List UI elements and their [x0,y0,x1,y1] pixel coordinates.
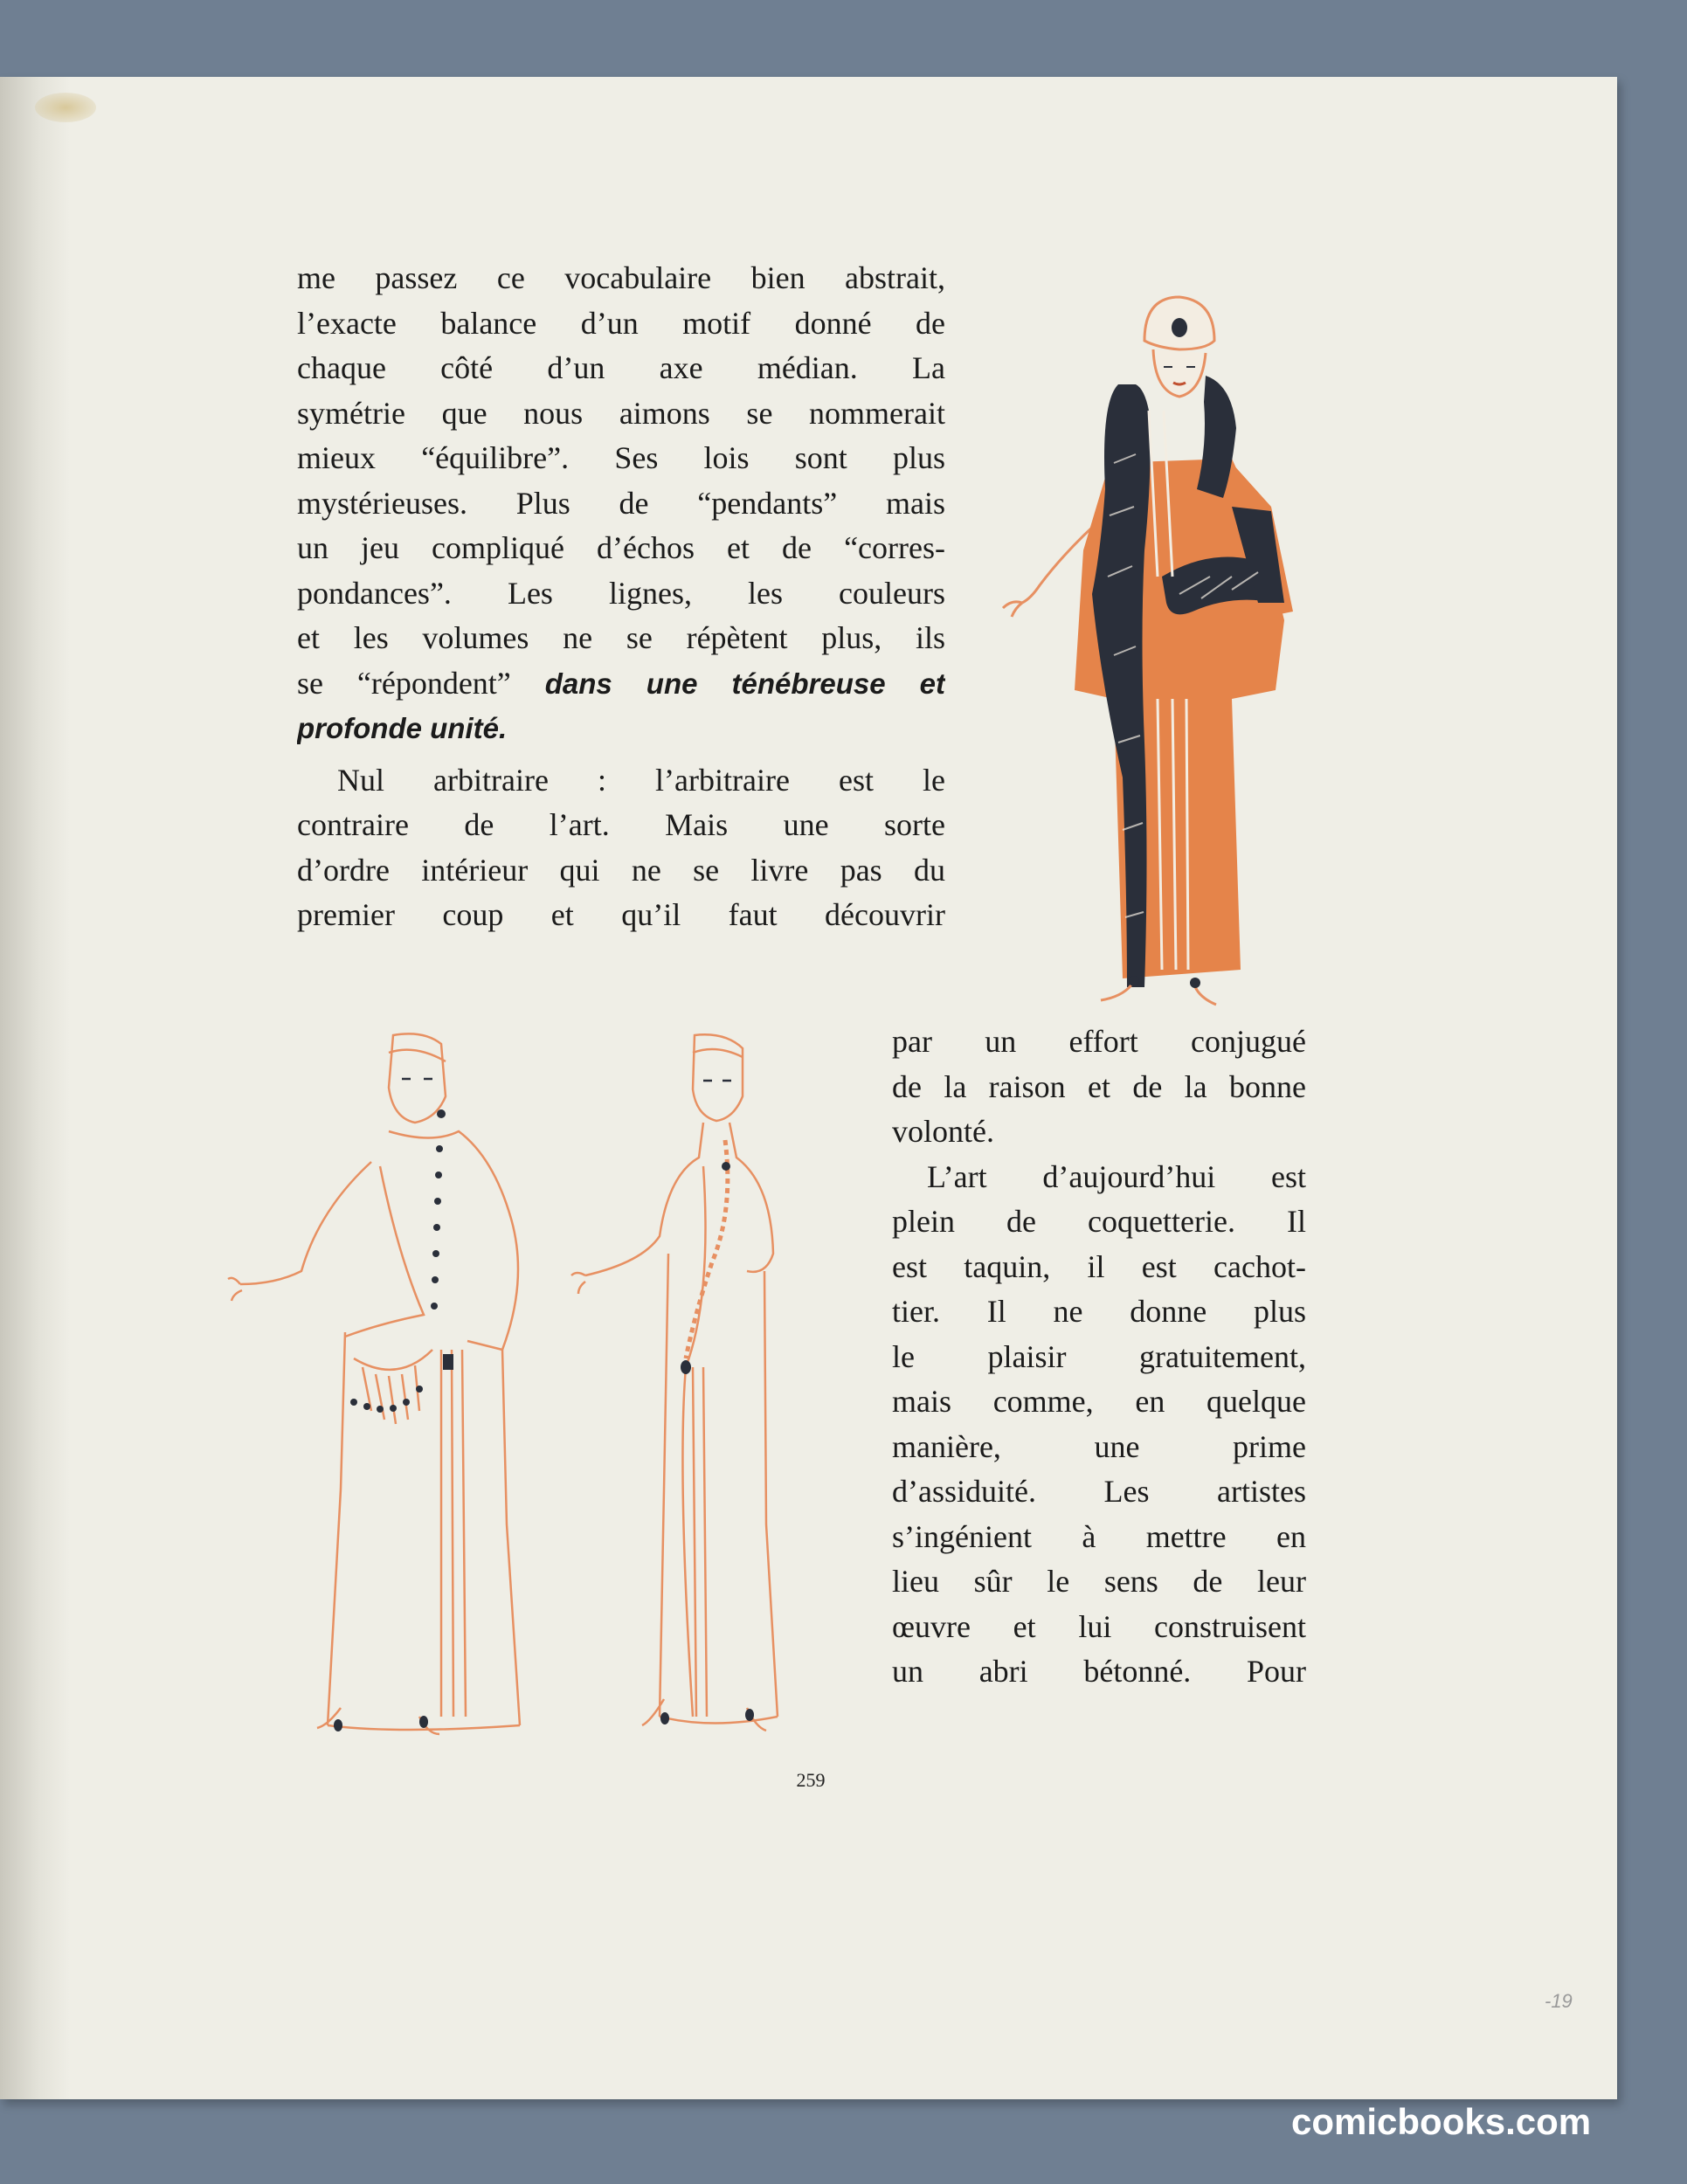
text-line-mixed [297,661,945,707]
text-line: de la raison et de la bonne [892,1068,1306,1104]
text-line: pondances”. Les lignes, les couleurs [297,575,945,611]
text-line: chaque côté d’un axe médian. La [297,350,945,385]
text-column-right [892,1019,1306,1695]
text-line: œuvre et lui construisent [892,1608,1306,1644]
text-line-italic [297,706,945,751]
text-line: s’ingénient à mettre en [892,1518,1306,1554]
text-line: et les volumes ne se répètent plus, ils [297,620,945,655]
text-line: mystérieuses. Plus de “pendants” mais [297,485,945,521]
pencil-mark: -19 [1545,1990,1573,2012]
text-line: tier. Il ne donne plus [892,1294,1306,1329]
text-line: est taquin, il est cachot- [892,1248,1306,1284]
text-line: l’exacte balance d’un motif donné de [297,305,945,341]
text-line: mais comme, en quelque [892,1384,1306,1419]
text-line: le plaisir gratuitement, [892,1338,1306,1374]
text-line: mieux “équilibre”. Ses lois sont plus [297,440,945,475]
text-line: contraire de l’art. Mais une sorte [297,807,945,842]
text-line: symétrie que nous aimons se nommerait [297,395,945,431]
text-line: d’assiduité. Les artistes [892,1474,1306,1509]
text-column-left [297,256,945,938]
text-italic: dans une ténébreuse et [544,667,945,700]
text-line: manière, une prime [892,1428,1306,1464]
text-line: me passez ce vocabulaire bien abstrait, [297,260,945,295]
text-line: lieu sûr le sens de leur [892,1564,1306,1599]
text-line: premier coup et qu’il faut découvrir [297,897,945,932]
page-gutter [0,77,70,2099]
text-regular: se “répondent” [297,665,511,701]
page-number: 259 [796,1769,826,1791]
text-line: par un effort conjugué [892,1024,1306,1059]
text-line: volonté. [892,1114,994,1149]
fashion-illustration-rope-dress [537,1035,869,1734]
text-line: plein de coquetterie. Il [892,1204,1306,1239]
text-italic: profonde unité. [297,712,508,744]
paragraph-first-line: L’art d’aujourd’hui est [927,1158,1306,1194]
paragraph-first-line: Nul arbitraire : l’arbitraire est le [337,762,945,798]
text-line: d’ordre intérieur qui ne se livre pas du [297,852,945,888]
watermark: comicbooks.com [1291,2101,1592,2142]
text-line: un abri bétonné. Pour [892,1654,1306,1689]
page-stain [35,93,96,122]
text-line: un jeu compliqué d’échos et de “corres- [297,530,945,565]
fashion-illustration-orange-coat [970,288,1337,1022]
